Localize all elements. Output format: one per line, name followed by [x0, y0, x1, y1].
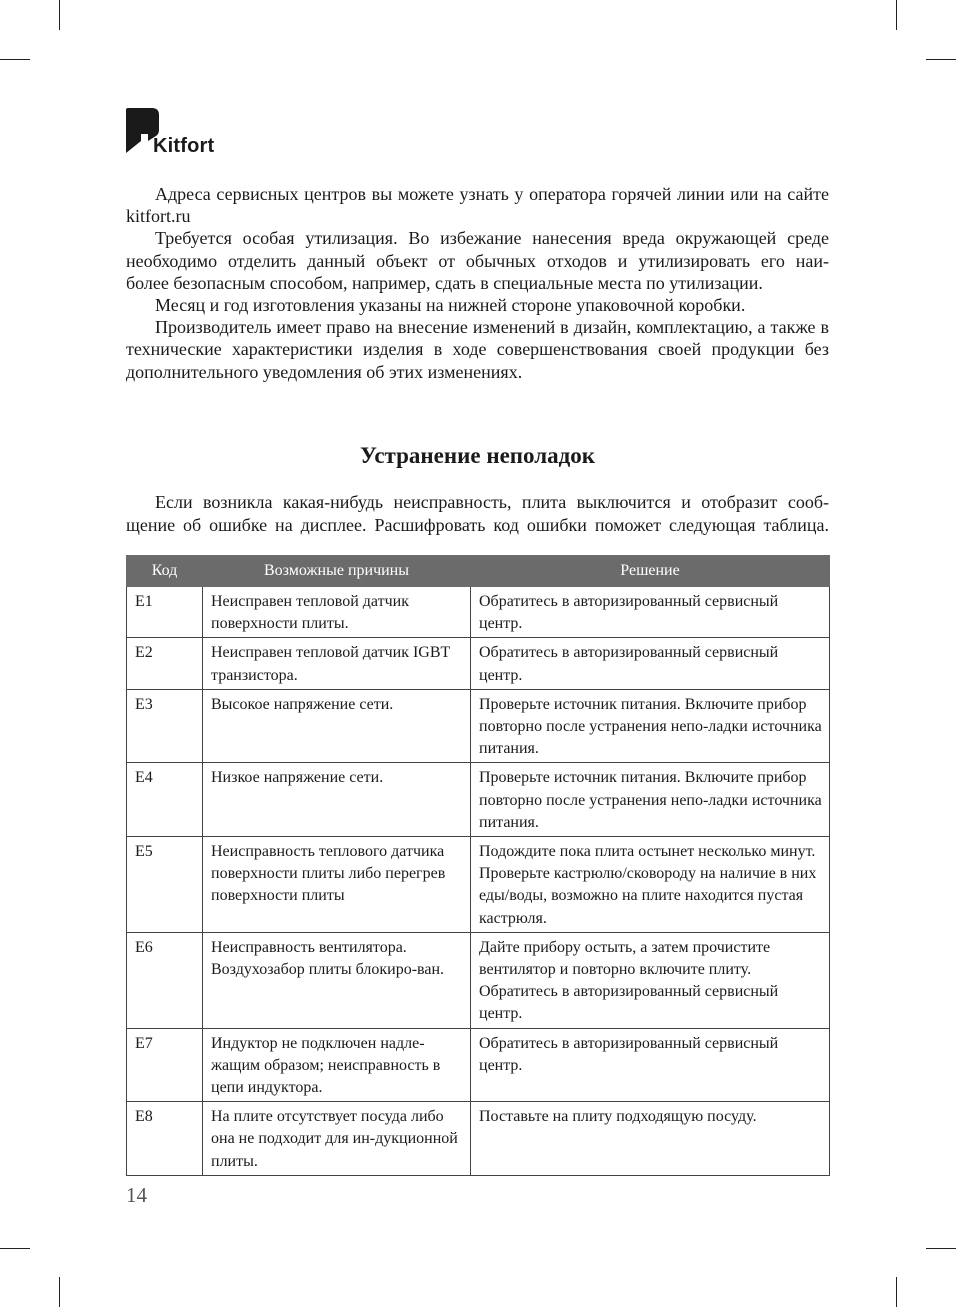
error-code: E5 [127, 837, 203, 933]
brand-name: Kitfort [153, 135, 215, 157]
table-row [127, 1102, 830, 1176]
paragraph-service-centers: Адреса сервисных центров вы можете узнать у оператора горячей линии или на сайте kitfort.ru [126, 184, 829, 227]
section-intro-line: щение об ошибке на дисплее. Расшифровать код ошибки поможет следующая таблица. [126, 515, 829, 535]
paragraph-manufacturer-rights: Производитель имеет право на внесение изменений в дизайн, комплектацию, а также в технические характеристики изделия в ходе совершенствования своей продукции без дополнительного уведомления об этих изменениях. [126, 317, 829, 382]
crop-mark [926, 1248, 956, 1249]
brand-logo [126, 108, 236, 158]
error-code: E1 [127, 587, 203, 638]
error-solution: Обратитесь в авторизированный сервисный центр. [471, 587, 830, 638]
error-cause: Неисправен тепловой датчик поверхности плиты. [203, 587, 471, 638]
error-cause: На плите отсутствует посуда либо она не подходит для ин-дукционной плиты. [203, 1102, 471, 1176]
header-causes: Возможные причины [203, 556, 471, 587]
error-cause: Высокое напряжение сети. [203, 689, 471, 763]
header-solution: Решение [471, 556, 830, 587]
crop-mark [896, 1277, 897, 1307]
table-row [127, 763, 830, 837]
error-cause: Неисправность вентилятора. Воздухозабор плиты блокиро-ван. [203, 932, 471, 1028]
error-solution: Дайте прибору остыть, а затем прочистите вентилятор и повторно включите плиту. Обратитесь в авторизированный сервисный центр. [471, 932, 830, 1028]
error-cause: Низкое напряжение сети. [203, 763, 471, 837]
error-cause: Неисправность теплового датчика поверхности плиты либо перегрев поверхности плиты [203, 837, 471, 933]
error-solution: Подождите пока плита остынет несколько минут. Проверьте кастрюлю/сковороду на наличие в них еды/воды, возможно на плите находится пустая кастрюля. [471, 837, 830, 933]
header-code: Код [127, 556, 203, 587]
table-row [127, 837, 830, 933]
table-row [127, 1028, 830, 1102]
error-code: E2 [127, 638, 203, 689]
section-intro-line: Если возникла какая-нибудь неисправность, плита выключится и отобразит сооб- [155, 492, 829, 512]
error-cause: Индуктор не подключен надле-жащим образом; неисправность в цепи индуктора. [203, 1028, 471, 1102]
paragraph-disposal-line: Требуется особая утилизация. Во избежание нанесения вреда окружающей среде [155, 228, 829, 249]
crop-mark [896, 0, 897, 30]
table-row [127, 689, 830, 763]
error-codes-table [126, 555, 830, 1176]
paragraph-disposal-line: необходимо отделить данный объект от обычных отходов и утилизировать его наи- [126, 250, 829, 271]
error-code: E8 [127, 1102, 203, 1176]
error-solution: Поставьте на плиту подходящую посуду. [471, 1102, 830, 1176]
error-solution: Обратитесь в авторизированный сервисный центр. [471, 1028, 830, 1102]
table-row [127, 638, 830, 689]
paragraph-disposal-line: более безопасным способом, например, сдать в специальные места по утилизации. [126, 272, 763, 293]
error-solution: Обратитесь в авторизированный сервисный центр. [471, 638, 830, 689]
paragraph-disposal [126, 227, 829, 294]
error-code: E6 [127, 932, 203, 1028]
crop-mark [0, 1248, 30, 1249]
error-code: E7 [127, 1028, 203, 1102]
crop-mark [0, 59, 30, 60]
error-solution: Проверьте источник питания. Включите прибор повторно после устранения непо-ладки источника питания. [471, 689, 830, 763]
error-code: E3 [127, 689, 203, 763]
table-row [127, 587, 830, 638]
error-solution: Проверьте источник питания. Включите прибор повторно после устранения непо-ладки источника питания. [471, 763, 830, 837]
paragraph-manufacture-date: Месяц и год изготовления указаны на нижней стороне упаковочной коробки. [155, 295, 746, 316]
error-cause: Неисправен тепловой датчик IGBT транзистора. [203, 638, 471, 689]
table-row [127, 932, 830, 1028]
table-header-row [127, 556, 830, 587]
crop-mark [926, 59, 956, 60]
disposal-info [126, 183, 829, 383]
error-code: E4 [127, 763, 203, 837]
crop-mark [59, 0, 60, 30]
section-title: Устранение неполадок [359, 443, 596, 468]
section-intro [126, 491, 829, 537]
crop-mark [59, 1277, 60, 1307]
page-number: 14 [126, 1183, 147, 1207]
